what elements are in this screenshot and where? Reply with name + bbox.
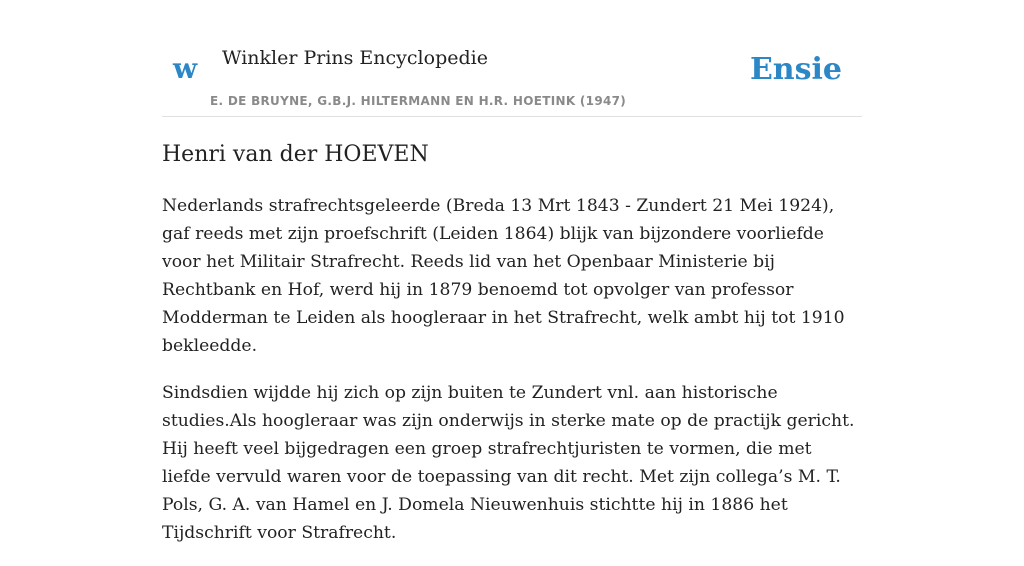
encyclopedia-authors: E. DE BRUYNE, G.B.J. HILTERMANN EN H.R. HOETINK (1947): [210, 94, 627, 108]
header: [162, 0, 862, 117]
encyclopedia-title-link[interactable]: Winkler Prins Encyclopedie: [222, 47, 488, 69]
article-body: [162, 192, 862, 566]
article-title: Henri van der HOEVEN: [162, 142, 429, 167]
article-paragraph: Nederlands strafrechtsgeleerde (Breda 13 Mrt 1843 - Zundert 21 Mei 1924), gaf reeds met zijn proefschrift (Leiden 1864) blijk van bijzondere voorliefde voor het Militair Strafrecht. Reeds lid van het Openbaar Ministerie bij Rechtbank en Hof, werd hij in 1879 benoemd tot opvolger van professor Modderman te Leiden als hoogleraar in het Strafrecht, welk ambt hij tot 1910 bekleedde.: [162, 196, 845, 356]
ensie-brand-link[interactable]: Ensie: [749, 52, 842, 87]
article-paragraph: Sindsdien wijdde hij zich op zijn buiten te Zundert vnl. aan historische studies.Als hoogleraar was zijn onderwijs in sterke mate op de practijk gericht. Hij heeft veel bijgedragen een groep strafrechtjuristen te vormen, die met liefde vervuld waren voor de toepassing van dit recht. Met zijn collega’s M. T. Pols, G. A. van Hamel en J. Domela Nieuwenhuis stichtte hij in 1886 het Tijdschrift voor Strafrecht.: [162, 383, 855, 543]
encyclopedia-logo[interactable]: w: [173, 52, 198, 85]
